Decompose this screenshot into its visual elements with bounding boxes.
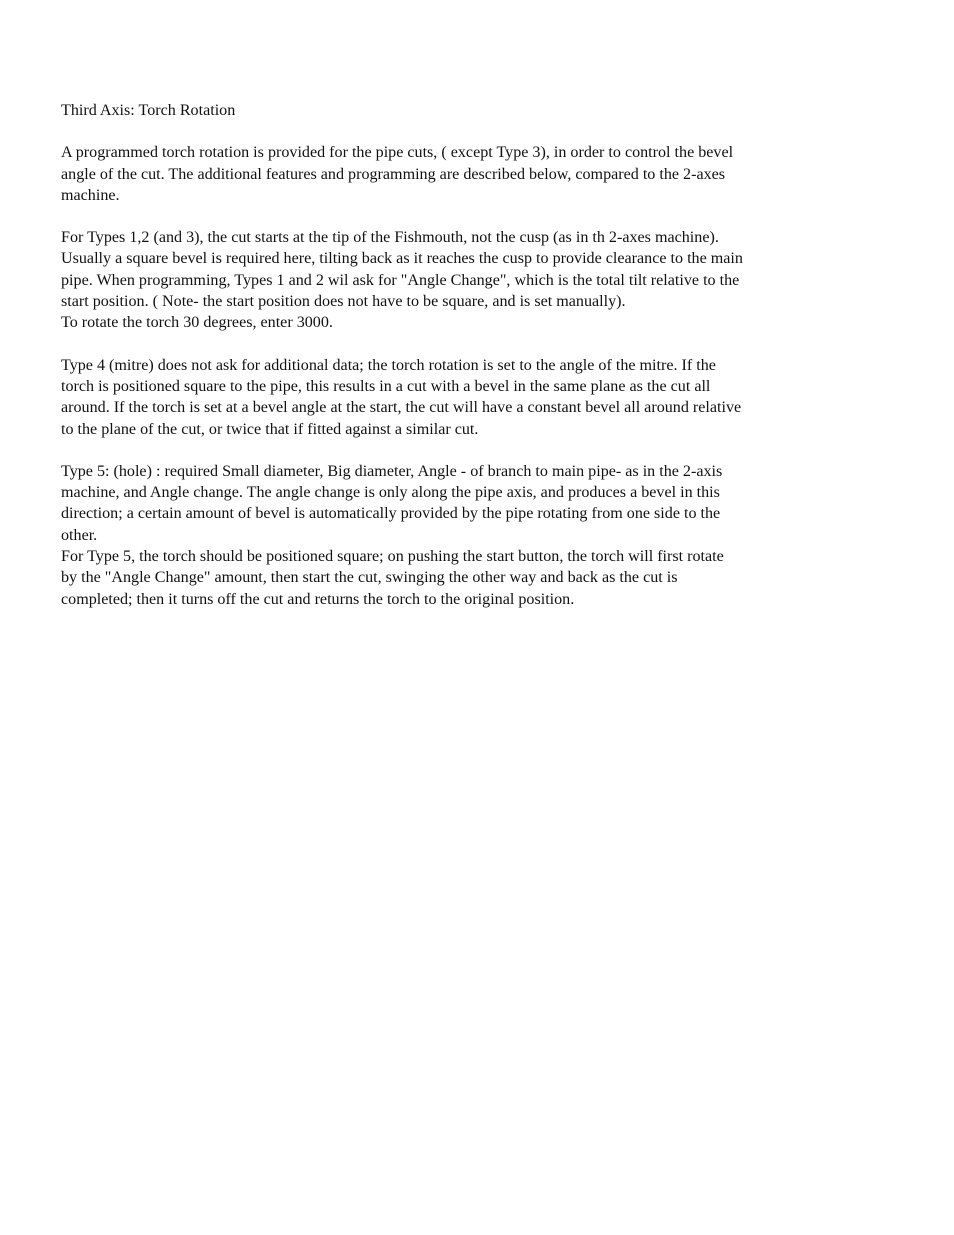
text-line: Usually a square bevel is required here, tilting back as it reaches the cusp to provide clearance to the main xyxy=(61,250,743,268)
text-line: other. xyxy=(61,526,98,544)
paragraph-type-4 xyxy=(61,355,861,440)
text-line: Type 5: (hole) : required Small diameter, Big diameter, Angle - of branch to main pipe- as in the 2-axis xyxy=(61,462,723,480)
text-line: start position. ( Note- the start position does not have to be square, and is set manually). xyxy=(61,293,626,311)
paragraph-intro xyxy=(61,142,861,206)
text-line: to the plane of the cut, or twice that if fitted against a similar cut. xyxy=(61,420,479,438)
paragraph-types-1-2-3 xyxy=(61,227,861,333)
text-line: around. If the torch is set at a bevel angle at the start, the cut will have a constant bevel all around relative xyxy=(61,399,742,417)
text-line: Type 4 (mitre) does not ask for additional data; the torch rotation is set to the angle of the mitre. If the xyxy=(61,356,716,374)
text-line: by the "Angle Change" amount, then start the cut, swinging the other way and back as the cut is xyxy=(61,569,678,587)
text-line: For Type 5, the torch should be positioned square; on pushing the start button, the torch will first rotate xyxy=(61,548,724,566)
document-heading: Third Axis: Torch Rotation xyxy=(61,102,236,119)
text-line: direction; a certain amount of bevel is automatically provided by the pipe rotating from one side to the xyxy=(61,505,721,523)
text-line: torch is positioned square to the pipe, this results in a cut with a bevel in the same plane as the cut all xyxy=(61,377,711,395)
paragraph-type-5 xyxy=(61,461,861,610)
text-line: To rotate the torch 30 degrees, enter 3000. xyxy=(61,314,333,332)
text-line: completed; then it turns off the cut and returns the torch to the original position. xyxy=(61,590,575,608)
text-line: angle of the cut. The additional features and programming are described below, compared to the 2-axes xyxy=(61,165,726,183)
document-body xyxy=(61,100,861,631)
text-line: machine. xyxy=(61,186,120,204)
text-line: For Types 1,2 (and 3), the cut starts at the tip of the Fishmouth, not the cusp (as in th 2-axes machine). xyxy=(61,229,719,247)
text-line: A programmed torch rotation is provided for the pipe cuts, ( except Type 3), in order to control the bevel xyxy=(61,144,734,162)
text-line: pipe. When programming, Types 1 and 2 wil ask for "Angle Change", which is the total tilt relative to the xyxy=(61,271,740,289)
text-line: machine, and Angle change. The angle change is only along the pipe axis, and produces a bevel in this xyxy=(61,484,720,502)
